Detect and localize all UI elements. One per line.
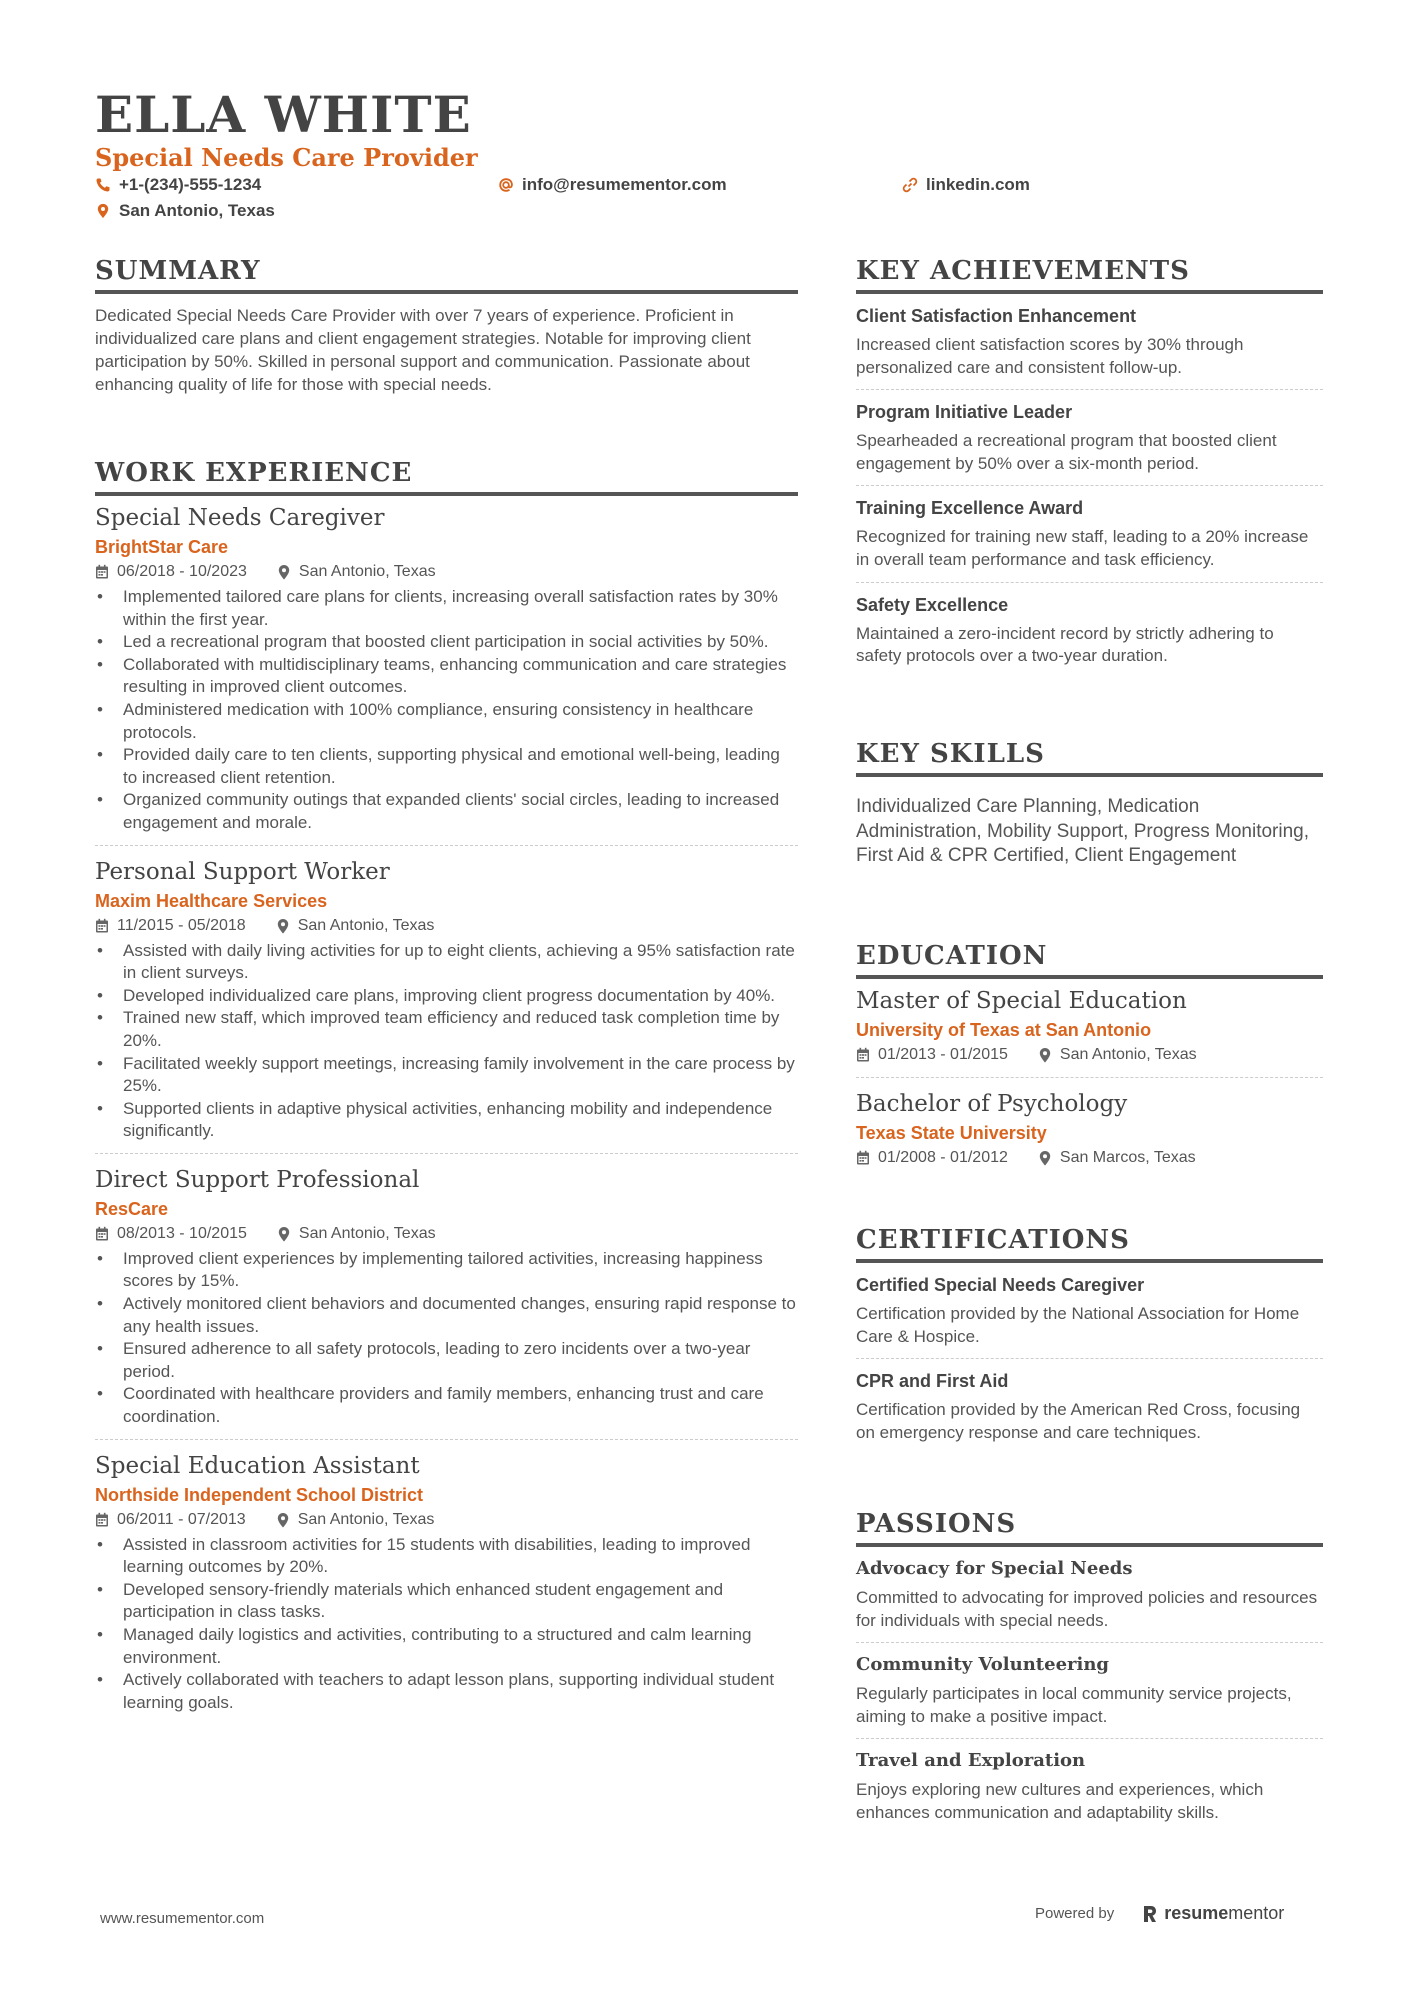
achievements-item-desc: Increased client satisfaction scores by 30% through personalized care and consistent follow-up. xyxy=(856,335,1244,377)
footer-branding xyxy=(1035,1903,1284,1924)
job-dates xyxy=(95,1222,247,1246)
at-icon xyxy=(498,177,514,193)
calendar-icon xyxy=(95,1226,109,1242)
job-bullet: • Facilitated weekly support meetings, increasing family involvement in the care process by 25%. xyxy=(95,1053,798,1098)
job-location xyxy=(276,914,435,938)
passions-item-desc: Enjoys exploring new cultures and experiences, which enhances communication and adaptability skills. xyxy=(856,1780,1264,1822)
job-company: Northside Independent School District xyxy=(95,1484,424,1505)
job-bullet: • Assisted with daily living activities for up to eight clients, achieving a 95% satisfaction rate in client surveys. xyxy=(95,940,798,985)
certification-list xyxy=(856,1263,1323,1454)
certifications-item xyxy=(856,1359,1323,1454)
job-title: Personal Support Worker xyxy=(95,858,390,885)
achievements-item xyxy=(856,294,1323,390)
certifications-heading: CERTIFICATIONS xyxy=(856,1225,1323,1263)
education-location xyxy=(1038,1146,1196,1170)
calendar-icon xyxy=(95,564,109,580)
passion-list xyxy=(856,1547,1323,1835)
job-location-text: San Antonio, Texas xyxy=(298,563,436,580)
phone-contact xyxy=(95,174,261,196)
education-location xyxy=(1038,1043,1197,1067)
job-location-text: San Antonio, Texas xyxy=(297,916,435,934)
job-bullet: • Implemented tailored care plans for clients, increasing overall satisfaction rates by 30% within the first year. xyxy=(95,586,798,631)
skills-heading: KEY SKILLS xyxy=(856,739,1323,777)
job-dates xyxy=(95,1508,246,1532)
certifications-item xyxy=(856,1263,1323,1359)
achievements-item xyxy=(856,486,1323,582)
job-bullet: • Provided daily care to ten clients, supporting physical and emotional well-being, leading to increased client retention. xyxy=(95,744,798,789)
job-title: Special Needs Caregiver xyxy=(95,505,385,531)
job-dates-text: 08/2013 - 10/2015 xyxy=(117,1224,247,1242)
job-dates-text: 06/2018 - 10/2023 xyxy=(117,563,247,580)
job-entry xyxy=(95,856,798,1154)
candidate-name: ELLA WHITE xyxy=(95,85,472,144)
job-bullet: • Improved client experiences by implementing tailored activities, increasing happiness scores by 15%. xyxy=(95,1248,798,1293)
job-list xyxy=(95,502,798,1724)
job-bullet: • Actively monitored client behaviors and documented changes, ensuring rapid response to any health issues. xyxy=(95,1293,798,1338)
job-dates xyxy=(95,560,247,584)
passions-item xyxy=(856,1547,1323,1643)
passions-item-desc: Regularly participates in local community service projects, aiming to make a positive impact. xyxy=(856,1684,1292,1726)
job-bullet: • Managed daily logistics and activities, contributing to a structured and calm learning environment. xyxy=(95,1624,798,1669)
job-bullets xyxy=(95,1534,798,1715)
education-list xyxy=(856,985,1323,1180)
education-degree: Bachelor of Psychology xyxy=(856,1091,1128,1117)
email-contact[interactable] xyxy=(498,174,727,196)
job-bullets xyxy=(95,586,798,835)
achievements-item-title: Safety Excellence xyxy=(856,594,1009,615)
job-location xyxy=(276,1508,435,1532)
brand-mark-icon xyxy=(1142,1904,1158,1924)
certifications-item-desc: Certification provided by the American Red Cross, focusing on emergency response and care techniques. xyxy=(856,1400,1301,1442)
education-school: Texas State University xyxy=(856,1123,1047,1143)
email-text: info@resumementor.com xyxy=(522,175,727,194)
education-degree: Master of Special Education xyxy=(856,988,1187,1014)
education-dates-text: 01/2008 - 01/2012 xyxy=(878,1149,1008,1166)
skills-section xyxy=(856,739,1323,869)
job-dates-text: 06/2011 - 07/2013 xyxy=(117,1510,246,1528)
passions-item xyxy=(856,1643,1323,1739)
link-icon xyxy=(902,177,918,193)
job-bullet: • Administered medication with 100% compliance, ensuring consistency in healthcare protocols. xyxy=(95,699,798,744)
achievements-item-title: Training Excellence Award xyxy=(856,498,1084,519)
summary-heading: SUMMARY xyxy=(95,256,798,294)
footer-website[interactable]: www.resumementor.com xyxy=(100,1910,265,1927)
location-pin-icon xyxy=(277,564,291,580)
location-pin-icon xyxy=(95,203,111,219)
achievements-item-desc: Recognized for training new staff, leading to a 20% increase in overall team performance and task efficiency. xyxy=(856,527,1309,569)
job-bullet: • Developed individualized care plans, improving client progress documentation by 40%. xyxy=(95,985,798,1008)
education-dates xyxy=(856,1146,1008,1170)
linkedin-text: linkedin.com xyxy=(926,175,1030,194)
brand-name-light: mentor xyxy=(1228,1903,1285,1923)
job-location xyxy=(277,1222,436,1246)
job-dates xyxy=(95,914,246,938)
job-location-text: San Antonio, Texas xyxy=(298,1224,436,1242)
achievements-item xyxy=(856,583,1323,678)
job-location xyxy=(277,560,436,584)
achievements-item-title: Client Satisfaction Enhancement xyxy=(856,306,1137,326)
job-bullet: • Trained new staff, which improved team efficiency and reduced task completion time by 20%. xyxy=(95,1007,798,1052)
achievements-item-desc: Maintained a zero-incident record by strictly adhering to safety protocols over a two-year duration. xyxy=(856,623,1274,666)
summary-text: Dedicated Special Needs Care Provider with over 7 years of experience. Proficient in individualized care plans and client engagement strategies. Notable for improving client participation by 50%. Skilled in personal support and communication. Passionate about enhancing quality of life for those with special needs. xyxy=(95,306,751,394)
job-bullet: • Led a recreational program that boosted client participation in social activities by 50%. xyxy=(95,631,798,654)
passions-item-title: Community Volunteering xyxy=(856,1654,1110,1676)
job-meta xyxy=(95,914,798,938)
location-pin-icon xyxy=(1038,1150,1052,1166)
location-contact xyxy=(95,200,275,222)
job-bullet: • Coordinated with healthcare providers and family members, enhancing trust and care coordination. xyxy=(95,1383,798,1428)
achievements-item xyxy=(856,390,1323,486)
education-heading: EDUCATION xyxy=(856,941,1323,979)
passions-section xyxy=(856,1509,1323,1835)
location-pin-icon xyxy=(276,1512,290,1528)
achievements-heading: KEY ACHIEVEMENTS xyxy=(856,256,1323,294)
job-meta xyxy=(95,1222,798,1246)
passions-item xyxy=(856,1739,1323,1834)
education-entry xyxy=(856,1088,1323,1180)
job-entry xyxy=(95,502,798,846)
certifications-item-title: Certified Special Needs Caregiver xyxy=(856,1275,1145,1295)
location-pin-icon xyxy=(276,918,290,934)
experience-section xyxy=(95,458,798,1734)
achievements-section xyxy=(856,256,1323,678)
location-text: San Antonio, Texas xyxy=(119,201,275,220)
candidate-role: Special Needs Care Provider xyxy=(95,143,478,172)
job-entry xyxy=(95,1450,798,1725)
education-school: University of Texas at San Antonio xyxy=(856,1020,1152,1040)
job-dates-text: 11/2015 - 05/2018 xyxy=(117,916,246,934)
education-meta xyxy=(856,1043,1323,1067)
passions-item-title: Travel and Exploration xyxy=(856,1750,1086,1772)
passions-item-desc: Committed to advocating for improved policies and resources for individuals with special needs. xyxy=(856,1588,1318,1630)
achievement-list xyxy=(856,294,1323,678)
job-bullet: • Supported clients in adaptive physical activities, enhancing mobility and independence significantly. xyxy=(95,1098,798,1143)
education-location-text: San Antonio, Texas xyxy=(1059,1046,1197,1063)
calendar-icon xyxy=(95,918,109,934)
job-bullet: • Organized community outings that expanded clients' social circles, leading to increased engagement and morale. xyxy=(95,789,798,834)
location-pin-icon xyxy=(1038,1047,1052,1063)
job-company: BrightStar Care xyxy=(95,537,229,557)
education-meta xyxy=(856,1146,1323,1170)
education-entry xyxy=(856,985,1323,1078)
certifications-item-title: CPR and First Aid xyxy=(856,1371,1009,1392)
job-title: Special Education Assistant xyxy=(95,1452,420,1479)
powered-by-label: Powered by xyxy=(1035,1905,1115,1922)
passions-heading: PASSIONS xyxy=(856,1509,1323,1547)
passions-item-title: Advocacy for Special Needs xyxy=(856,1558,1133,1579)
education-section xyxy=(856,941,1323,1190)
achievements-item-title: Program Initiative Leader xyxy=(856,402,1073,423)
job-bullet: • Actively collaborated with teachers to adapt lesson plans, supporting individual student learning goals. xyxy=(95,1669,798,1714)
calendar-icon xyxy=(856,1047,870,1063)
education-dates-text: 01/2013 - 01/2015 xyxy=(878,1046,1008,1063)
job-title: Direct Support Professional xyxy=(95,1166,420,1193)
certifications-item-desc: Certification provided by the National Association for Home Care & Hospice. xyxy=(856,1304,1300,1346)
education-location-text: San Marcos, Texas xyxy=(1059,1149,1196,1166)
phone-text: +1-(234)-555-1234 xyxy=(119,175,262,194)
brand-name-bold: resume xyxy=(1164,1903,1229,1923)
job-bullet: • Developed sensory-friendly materials which enhanced student engagement and participation in class tasks. xyxy=(95,1579,798,1624)
job-bullet: • Assisted in classroom activities for 15 students with disabilities, leading to improved learning outcomes by 20%. xyxy=(95,1534,798,1579)
education-dates xyxy=(856,1043,1008,1067)
job-bullets xyxy=(95,1248,798,1429)
certifications-section xyxy=(856,1225,1323,1454)
job-bullet: • Ensured adherence to all safety protocols, leading to zero incidents over a two-year period. xyxy=(95,1338,798,1383)
skills-text: Individualized Care Planning, Medication Administration, Mobility Support, Progress Monitoring, First Aid & CPR Certified, Client Engagement xyxy=(856,796,1310,866)
job-company: ResCare xyxy=(95,1198,169,1219)
experience-heading: WORK EXPERIENCE xyxy=(95,458,798,496)
summary-section xyxy=(95,256,798,396)
linkedin-contact[interactable] xyxy=(902,174,1030,196)
phone-icon xyxy=(95,177,111,193)
job-meta xyxy=(95,1508,798,1532)
achievements-item-desc: Spearheaded a recreational program that boosted client engagement by 50% over a six-month period. xyxy=(856,431,1277,473)
job-meta xyxy=(95,560,798,584)
calendar-icon xyxy=(856,1150,870,1166)
job-bullet: • Collaborated with multidisciplinary teams, enhancing communication and care strategies resulting in improved client outcomes. xyxy=(95,654,798,699)
job-bullets xyxy=(95,940,798,1143)
job-location-text: San Antonio, Texas xyxy=(297,1510,435,1528)
calendar-icon xyxy=(95,1512,109,1528)
location-pin-icon xyxy=(277,1226,291,1242)
brand-logo xyxy=(1142,1903,1284,1924)
job-company: Maxim Healthcare Services xyxy=(95,890,328,911)
job-entry xyxy=(95,1164,798,1440)
